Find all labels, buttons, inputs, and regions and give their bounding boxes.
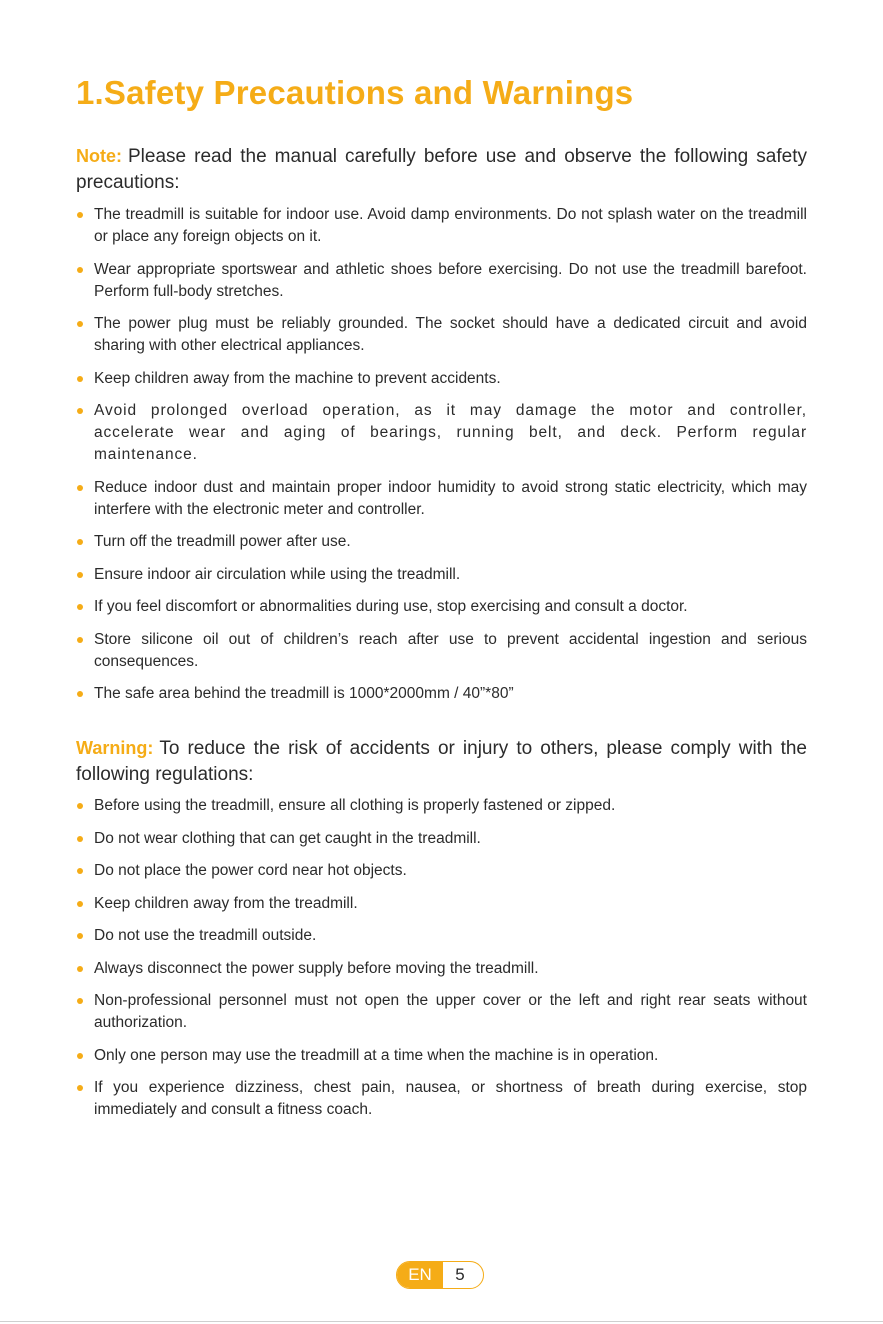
bullet-icon: [77, 803, 83, 809]
bottom-divider: [0, 1321, 883, 1322]
bullet-icon: [77, 1053, 83, 1059]
list-item-text: The power plug must be reliably grounded. The socket should have a dedicated circuit and avoid sharing with other electrical appliances.: [94, 315, 807, 354]
list-item: [76, 1077, 807, 1121]
bullet-icon: [77, 604, 83, 610]
page-title: 1.Safety Precautions and Warnings: [76, 74, 634, 111]
bullet-icon: [77, 836, 83, 842]
list-item: [76, 629, 807, 673]
list-item: [76, 564, 807, 586]
note-intro: [76, 143, 807, 196]
list-item: [76, 828, 807, 850]
list-item-text: If you experience dizziness, chest pain, nausea, or shortness of breath during exercise, stop immediately and consult a fitness coach.: [94, 1079, 807, 1118]
warning-list: [76, 795, 807, 1132]
bullet-icon: [77, 901, 83, 907]
page-number-badge: [396, 1261, 484, 1289]
bullet-icon: [77, 572, 83, 578]
warning-intro-text: To reduce the risk of accidents or injury to others, please comply with the following regulations:: [76, 738, 807, 785]
list-item-text: Before using the treadmill, ensure all clothing is properly fastened or zipped.: [94, 797, 616, 814]
list-item-text: Ensure indoor air circulation while using the treadmill.: [94, 565, 461, 583]
bullet-icon: [77, 966, 83, 972]
list-item: [76, 925, 807, 947]
note-label: Note:: [76, 146, 122, 166]
list-item: [76, 1045, 807, 1067]
bullet-icon: [77, 267, 83, 273]
list-item-text: Turn off the treadmill power after use.: [94, 533, 351, 550]
list-item: [76, 596, 807, 618]
bullet-icon: [77, 637, 83, 643]
bullet-icon: [77, 408, 83, 414]
bullet-icon: [77, 998, 83, 1004]
warning-intro: [76, 735, 807, 788]
language-label: EN: [397, 1262, 443, 1288]
bullet-icon: [77, 691, 83, 697]
list-item-text: Do not use the treadmill outside.: [94, 927, 317, 944]
bullet-icon: [77, 1085, 83, 1091]
list-item: [76, 531, 807, 553]
bullet-icon: [77, 868, 83, 874]
list-item: [76, 313, 807, 357]
list-item: [76, 893, 807, 915]
list-item: [76, 368, 807, 390]
list-item: [76, 204, 807, 248]
list-item-text: The safe area behind the treadmill is 1000*2000mm / 40”*80”: [94, 685, 514, 702]
list-item: [76, 477, 807, 521]
list-item-text: Keep children away from the machine to prevent accidents.: [94, 369, 501, 387]
list-item: [76, 683, 807, 705]
list-item-text: Store silicone oil out of children’s reach after use to prevent accidental ingestion and serious consequences.: [94, 630, 807, 670]
list-item-text: If you feel discomfort or abnormalities during use, stop exercising and consult a doctor.: [94, 598, 688, 615]
list-item-text: Always disconnect the power supply before moving the treadmill.: [94, 959, 539, 977]
list-item-text: Wear appropriate sportswear and athletic shoes before exercising. Do not use the treadmill barefoot. Perform full-body stretches.: [94, 260, 807, 300]
list-item-text: Do not wear clothing that can get caught in the treadmill.: [94, 829, 481, 847]
list-item: [76, 990, 807, 1034]
list-item-text: Non-professional personnel must not open the upper cover or the left and right rear seats without authorization.: [94, 992, 807, 1031]
bullet-icon: [77, 212, 83, 218]
warning-label: Warning:: [76, 738, 154, 758]
list-item-text: Reduce indoor dust and maintain proper indoor humidity to avoid strong static electricity, which may interfere with the electronic meter and controller.: [94, 478, 807, 518]
list-item-text: Only one person may use the treadmill at a time when the machine is in operation.: [94, 1046, 659, 1064]
bullet-icon: [77, 539, 83, 545]
list-item-text: The treadmill is suitable for indoor use. Avoid damp environments. Do not splash water on the treadmill or place any foreign objects on it.: [94, 206, 807, 245]
list-item: [76, 795, 807, 817]
bullet-icon: [77, 321, 83, 327]
list-item: [76, 259, 807, 303]
note-intro-text: Please read the manual carefully before use and observe the following safety precautions:: [76, 146, 807, 193]
page-number: 5: [455, 1265, 465, 1284]
list-item-text: Avoid prolonged overload operation, as it may damage the motor and controller, accelerate wear and aging of bearings, running belt, and deck. Perform regular maintenance.: [94, 402, 807, 463]
note-list: [76, 204, 807, 716]
list-item: [76, 958, 807, 980]
list-item-text: Keep children away from the treadmill.: [94, 894, 358, 912]
bullet-icon: [77, 485, 83, 491]
list-item: [76, 860, 807, 882]
bullet-icon: [77, 376, 83, 382]
list-item-text: Do not place the power cord near hot objects.: [94, 862, 407, 879]
list-item: [76, 400, 807, 466]
bullet-icon: [77, 933, 83, 939]
